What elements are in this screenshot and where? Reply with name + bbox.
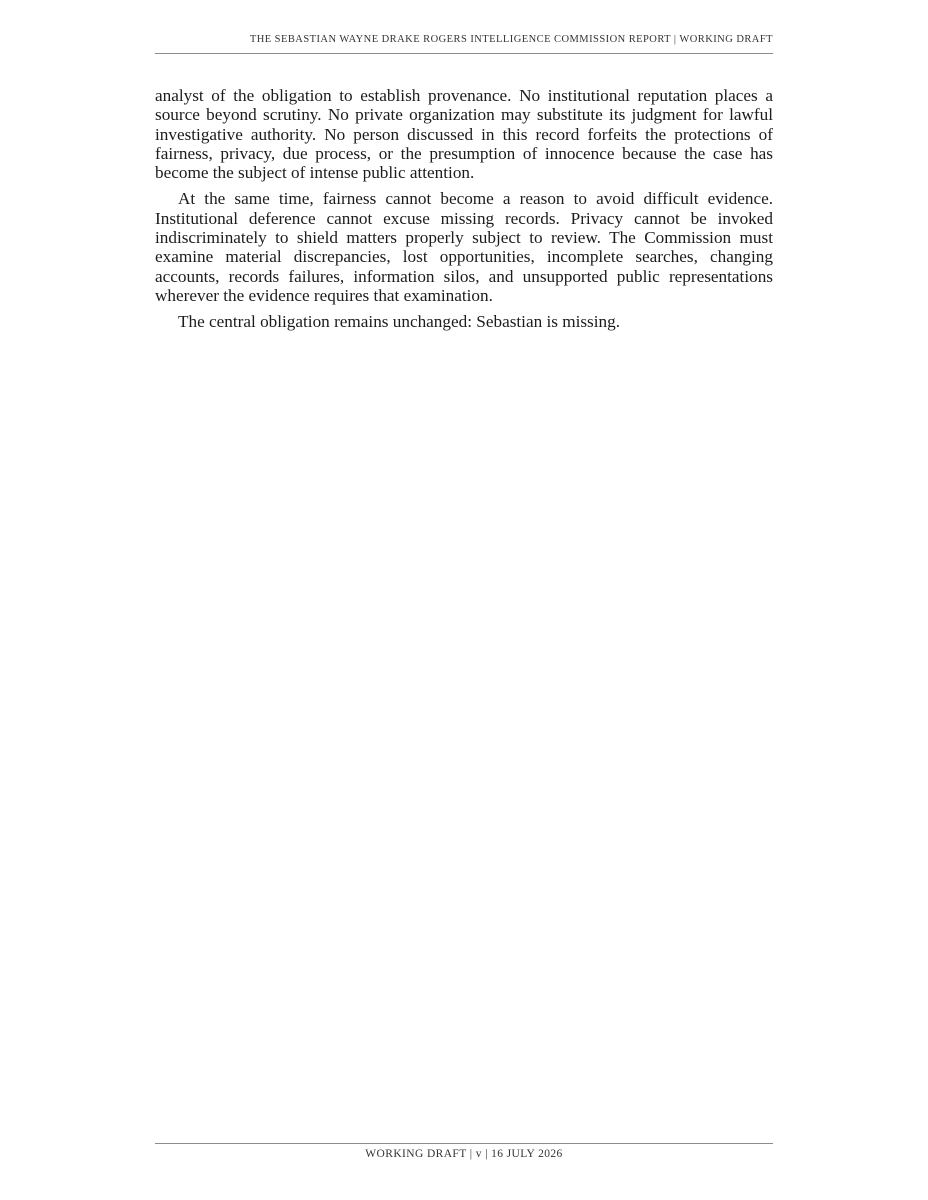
page-body — [155, 86, 773, 339]
paragraph-central-obligation: The central obligation remains unchanged: Sebastian is missing. — [178, 312, 620, 332]
paragraph-fairness: At the same time, fairness cannot become a reason to avoid difficult evidence. Institutional deference cannot excuse missing records. Privacy cannot be invoked indiscriminately to shield matters properly subject to review. The Commission must examine material discrepancies, lost opportunities, incomplete searches, changing accounts, records failures, information silos, and unsupported public representations wherever the evidence requires that examination. — [155, 189, 773, 305]
running-header: THE SEBASTIAN WAYNE DRAKE ROGERS INTELLIGENCE COMMISSION REPORT | WORKING DRAFT — [249, 34, 773, 45]
page-footer: WORKING DRAFT | v | 16 JULY 2026 — [365, 1148, 563, 1160]
header-divider — [155, 53, 773, 54]
paragraph-continuation: analyst of the obligation to establish provenance. No institutional reputation places a source beyond scrutiny. No private organization may substitute its judgment for lawful investigative authority. No person discussed in this record forfeits the protections of fairness, privacy, due process, or the presumption of innocence because the case has become the subject of intense public attention. — [155, 86, 773, 183]
footer-divider — [155, 1143, 773, 1144]
